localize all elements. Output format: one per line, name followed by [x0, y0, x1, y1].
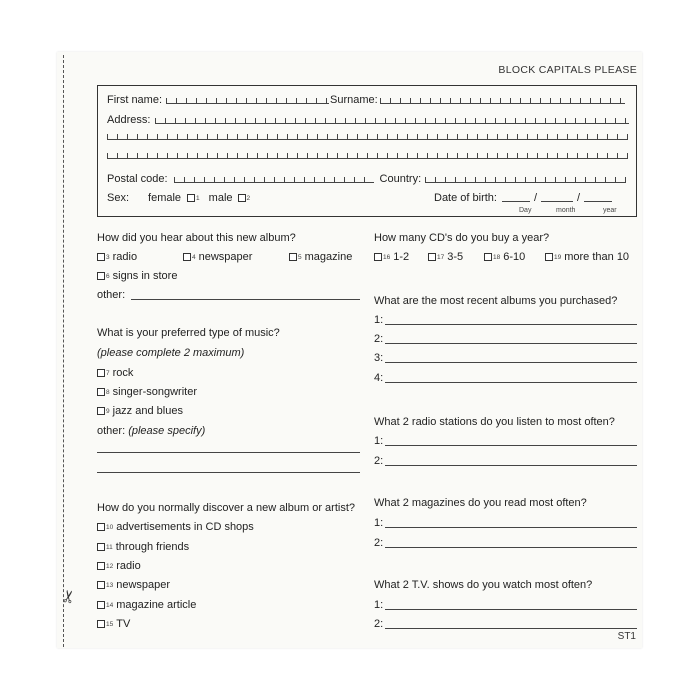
q-radio-field-2[interactable] [385, 465, 637, 466]
address-field-1[interactable] [155, 118, 629, 124]
cut-line [63, 55, 64, 647]
checkbox[interactable] [97, 620, 105, 628]
option-label: radio [116, 560, 141, 572]
checkbox[interactable] [97, 601, 105, 609]
q-music-question: What is your preferred type of music? [97, 327, 280, 339]
option-label: more than 10 [564, 251, 630, 263]
checkbox[interactable] [484, 253, 492, 261]
checkbox[interactable] [97, 253, 105, 261]
sex-label: Sex: [107, 192, 130, 204]
surname-label: Surname: [330, 94, 378, 106]
option-code: 9 [106, 407, 110, 415]
dob-label: Date of birth: [434, 192, 497, 204]
q-hear-question: How did you hear about this new album? [97, 232, 296, 244]
option-code: 12 [106, 562, 114, 570]
q-radio-question: What 2 radio stations do you listen to most often? [374, 416, 615, 428]
checkbox[interactable] [97, 543, 105, 551]
checkbox[interactable] [97, 581, 105, 589]
address-row-3 [107, 153, 628, 161]
checkbox[interactable] [97, 388, 105, 396]
q-albums-line-label-4: 4: [374, 372, 384, 384]
option-label: radio [112, 251, 138, 263]
dob-separator-1: / [533, 192, 538, 204]
option-label: rock [112, 367, 134, 379]
option-label: magazine [304, 251, 353, 263]
q-albums-field-1[interactable] [385, 324, 637, 325]
option-label: through friends [115, 541, 190, 553]
postal-code-label: Postal code: [107, 173, 168, 185]
address-label: Address: [107, 114, 151, 126]
dob-day-field[interactable] [502, 200, 530, 202]
q-cds-option-4[interactable] [545, 251, 629, 263]
q-tv-line-label-1: 1: [374, 599, 384, 611]
dob-year-caption: year [603, 207, 617, 214]
male-code: 2 [246, 194, 251, 202]
address-field-3[interactable] [107, 153, 628, 159]
option-code: 18 [493, 253, 501, 261]
option-code: 19 [554, 253, 562, 261]
q-tv-field-1[interactable] [385, 609, 637, 610]
option-label: newspaper [198, 251, 253, 263]
address-row [107, 114, 629, 126]
female-code: 1 [196, 194, 200, 202]
option-code: 10 [106, 523, 114, 531]
other-text: other: [97, 425, 126, 437]
q-albums-field-4[interactable] [385, 382, 637, 383]
q-tv-question: What 2 T.V. shows do you watch most often? [374, 579, 593, 591]
female-checkbox[interactable] [187, 194, 195, 202]
option-label: magazine article [116, 599, 197, 611]
q-albums-line-label-2: 2: [374, 333, 384, 345]
q-mags-field-1[interactable] [385, 527, 637, 528]
option-label: 3-5 [447, 251, 464, 263]
q-mags-line-label-1: 1: [374, 517, 384, 529]
option-code: 6 [106, 272, 110, 280]
option-label: singer-songwriter [112, 386, 197, 398]
option-label: 6-10 [503, 251, 526, 263]
q-music-other-field-2[interactable] [97, 472, 360, 473]
checkbox[interactable] [97, 407, 105, 415]
q-music-option-jazz[interactable] [97, 405, 183, 417]
first-name-field[interactable] [166, 98, 329, 104]
checkbox[interactable] [97, 369, 105, 377]
q-cds-option-3[interactable] [484, 251, 525, 263]
q-radio-field-1[interactable] [385, 445, 637, 446]
q-cds-option-2[interactable] [428, 251, 463, 263]
q-discover-option-ads[interactable] [97, 521, 254, 533]
q-radio-line-label-1: 1: [374, 435, 384, 447]
q-music-option-rock[interactable] [97, 367, 133, 379]
q-music-note: (please complete 2 maximum) [97, 347, 245, 359]
option-code: 8 [106, 388, 110, 396]
country-field[interactable] [425, 177, 626, 183]
q-tv-line-label-2: 2: [374, 618, 384, 630]
dob-separator-2: / [577, 192, 581, 204]
option-label: advertisements in CD shops [116, 521, 254, 533]
q-music-other-label [97, 425, 205, 437]
option-code: 5 [298, 253, 302, 261]
q-discover-option-radio[interactable] [97, 560, 141, 572]
q-hear-other-label: other: [97, 289, 126, 301]
option-code: 14 [106, 601, 114, 609]
option-label: 1-2 [393, 251, 410, 263]
option-code: 11 [106, 543, 113, 551]
postal-code-field[interactable] [174, 177, 374, 183]
address-row-2 [107, 134, 628, 142]
q-cds-option-1[interactable] [374, 251, 409, 263]
postal-row [107, 173, 626, 185]
dob-row [434, 192, 612, 204]
block-capitals-note: BLOCK CAPITALS PLEASE [498, 64, 637, 76]
dob-month-caption: month [556, 207, 576, 214]
scissors-icon: ✂ [58, 587, 80, 606]
q-music-option-singer[interactable] [97, 386, 197, 398]
option-code: 15 [106, 620, 114, 628]
sex-row [107, 192, 253, 204]
first-name-row [107, 94, 625, 106]
option-code: 17 [437, 253, 445, 261]
dob-year-field[interactable] [584, 200, 612, 202]
dob-day-caption: Day [519, 207, 532, 214]
checkbox[interactable] [428, 253, 436, 261]
q-cds-question: How many CD's do you buy a year? [374, 232, 550, 244]
checkbox[interactable] [289, 253, 297, 261]
q-radio-line-label-2: 2: [374, 455, 384, 467]
option-code: 7 [106, 369, 110, 377]
option-label: signs in store [112, 270, 178, 282]
q-albums-question: What are the most recent albums you purchased? [374, 295, 618, 307]
q-hear-option-newspaper[interactable] [183, 251, 252, 263]
surname-field[interactable] [380, 98, 625, 104]
first-name-label: First name: [107, 94, 163, 106]
checkbox[interactable] [183, 253, 191, 261]
checkbox[interactable] [97, 562, 105, 570]
option-code: 4 [192, 253, 196, 261]
option-code: 3 [106, 253, 110, 261]
q-hear-option-radio[interactable] [97, 251, 137, 263]
checkbox[interactable] [97, 523, 105, 531]
option-code: 13 [106, 581, 114, 589]
q-discover-option-tv[interactable] [97, 618, 130, 630]
checkbox[interactable] [97, 272, 105, 280]
checkbox[interactable] [545, 253, 553, 261]
q-discover-option-friends[interactable] [97, 541, 189, 553]
address-field-2[interactable] [107, 134, 628, 140]
dob-month-field[interactable] [541, 200, 573, 202]
q-albums-field-2[interactable] [385, 343, 637, 344]
male-checkbox[interactable] [238, 194, 246, 202]
option-code: 16 [383, 253, 391, 261]
country-label: Country: [379, 173, 422, 185]
q-music-other-field-1[interactable] [97, 452, 360, 453]
checkbox[interactable] [374, 253, 382, 261]
q-discover-question: How do you normally discover a new album or artist? [97, 502, 356, 514]
q-albums-field-3[interactable] [385, 362, 637, 363]
q-mags-question: What 2 magazines do you read most often? [374, 497, 587, 509]
q-hear-option-magazine[interactable] [289, 251, 352, 263]
q-hear-option-signs[interactable] [97, 270, 177, 282]
q-discover-option-magazine[interactable] [97, 599, 196, 611]
other-note: (please specify) [128, 425, 206, 437]
option-label: TV [116, 618, 131, 630]
q-mags-line-label-2: 2: [374, 537, 384, 549]
male-label: male [208, 192, 233, 204]
option-label: newspaper [116, 579, 171, 591]
q-albums-line-label-1: 1: [374, 314, 384, 326]
q-mags-field-2[interactable] [385, 547, 637, 548]
option-label: jazz and blues [112, 405, 183, 417]
female-label: female [148, 192, 182, 204]
q-discover-option-newspaper[interactable] [97, 579, 170, 591]
q-albums-line-label-3: 3: [374, 352, 384, 364]
form-code: ST1 [617, 631, 636, 642]
q-tv-field-2[interactable] [385, 628, 637, 629]
q-hear-other-field[interactable] [131, 299, 360, 300]
